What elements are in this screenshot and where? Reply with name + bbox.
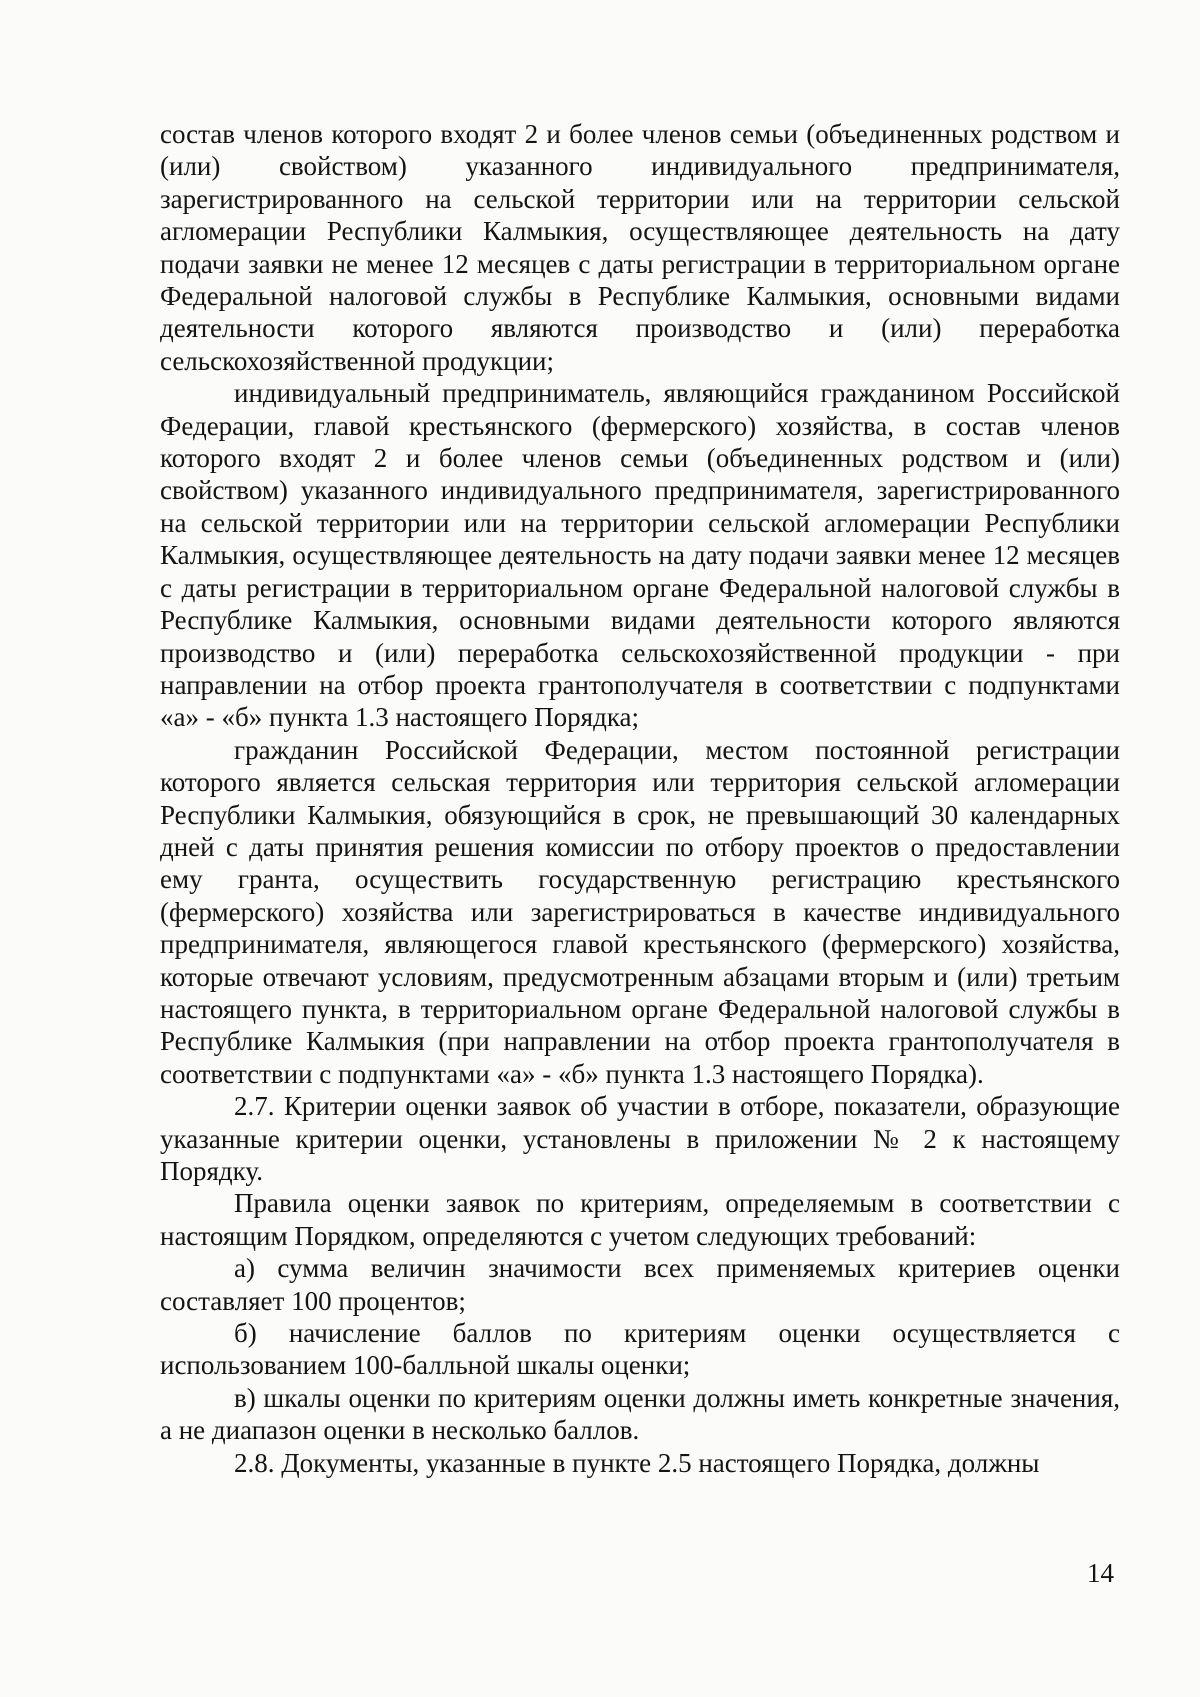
- paragraph-citizen: гражданин Российской Федерации, местом постоянной регистрации которого является сельская территория или территория сельской агломерации Республики Калмыкия, обязующийся в срок, не превышающий 30 календарных дней с даты принятия решения комиссии по отбору проектов о предоставлении ему гранта, осуществить государственную регистрацию крестьянского (фермерского) хозяйства или зарегистрироваться в качестве индивидуального предпринимателя, являющегося главой крестьянского (фермерского) хозяйства, которые отвечают условиям, предусмотренным абзацами вторым и (или) третьим настоящего пункта, в территориальном органе Федеральной налоговой службы в Республике Калмыкия (при направлении на отбор проекта грантополучателя в соответствии с подпунктами «а» - «б» пункта 1.3 настоящего Порядка).: [160, 734, 1120, 1089]
- paragraph-item-a: а) сумма величин значимости всех применяемых критериев оценки составляет 100 процентов;: [160, 1253, 1120, 1316]
- paragraph-2-7: 2.7. Критерии оценки заявок об участии в отборе, показатели, образующие указанные критерии оценки, установлены в приложении № 2 к настоящему Порядку.: [160, 1091, 1120, 1186]
- paragraph-continuation: состав членов которого входят 2 и более членов семьи (объединенных родством и (или) свойством) указанного индивидуального предпринимателя, зарегистрированного на сельской территории или на территории сельской агломерации Республики Калмыкия, осуществляющее деятельность на дату подачи заявки не менее 12 месяцев с даты регистрации в территориальном органе Федеральной налоговой службы в Республике Калмыкия, основными видами деятельности которого являются производство и (или) переработка сельскохозяйственной продукции;: [160, 119, 1120, 376]
- paragraph-item-v: в) шкалы оценки по критериям оценки должны иметь конкретные значения, а не диапазон оценки в несколько баллов.: [160, 1382, 1120, 1446]
- paragraph-evaluation-rules: Правила оценки заявок по критериям, определяемым в соответствии с настоящим Порядком, определяются с учетом следующих требований:: [160, 1188, 1120, 1251]
- paragraph-item-b: б) начисление баллов по критериям оценки осуществляется с использованием 100-балльной шкалы оценки;: [160, 1318, 1120, 1381]
- paragraph-2-8: 2.8. Документы, указанные в пункте 2.5 настоящего Порядка, должны: [234, 1447, 1040, 1478]
- document-body: [160, 118, 1120, 1479]
- page-number: 14: [1087, 1558, 1114, 1588]
- paragraph-individual-entrepreneur: индивидуальный предприниматель, являющийся гражданином Российской Федерации, главой крестьянского (фермерского) хозяйства, в состав членов которого входят 2 и более членов семьи (объединенных родством и (или) свойством) указанного индивидуального предпринимателя, зарегистрированного на сельской территории или на территории сельской агломерации Республики Калмыкия, осуществляющее деятельность на дату подачи заявки менее 12 месяцев с даты регистрации в территориальном органе Федеральной налоговой службы в Республике Калмыкия, основными видами деятельности которого являются производство и (или) переработка сельскохозяйственной продукции - при направлении на отбор проекта грантополучателя в соответствии с подпунктами «а» - «б» пункта 1.3 настоящего Порядка;: [160, 378, 1120, 733]
